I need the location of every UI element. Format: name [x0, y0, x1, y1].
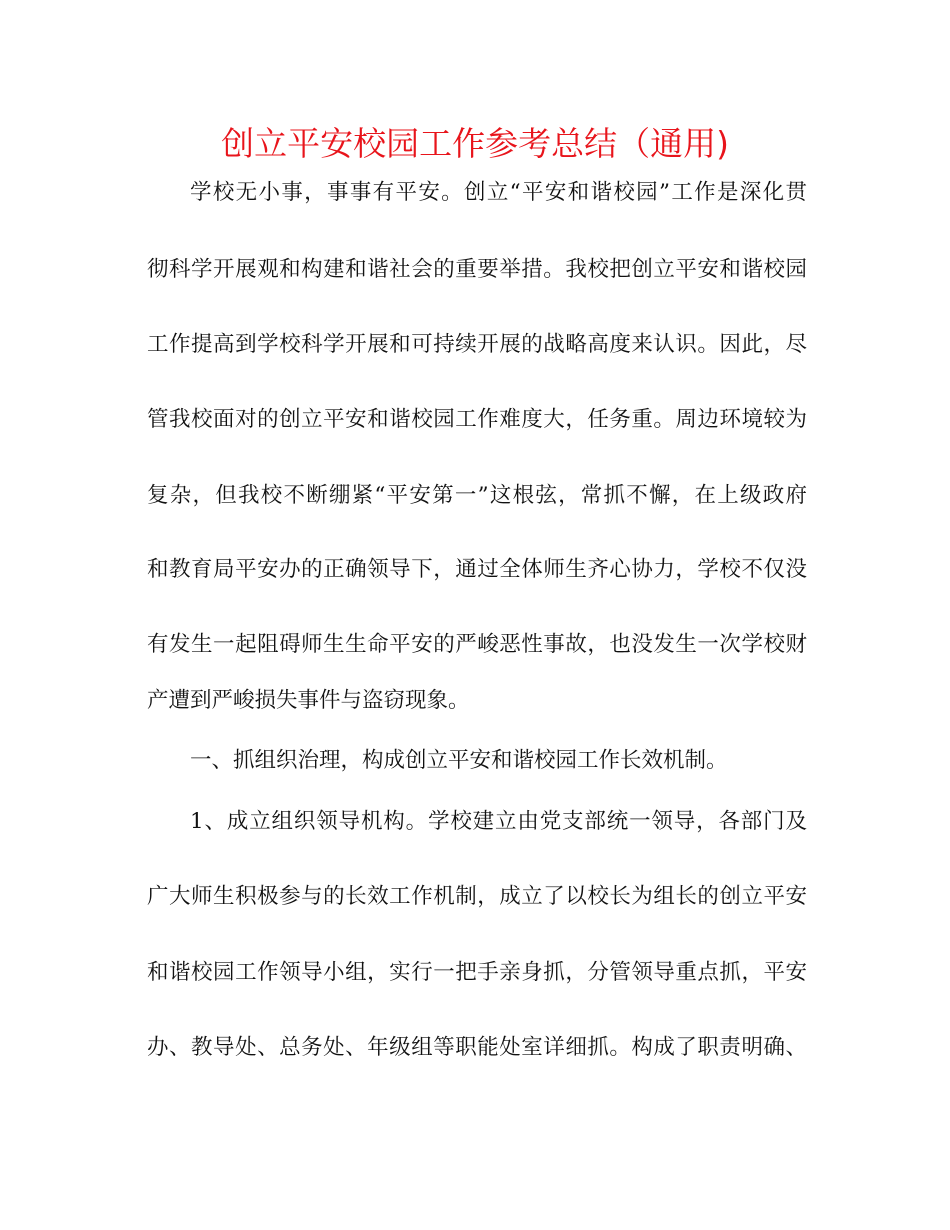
paragraph-line: 彻科学开展观和构建和谐社会的重要举措。我校把创立平安和谐校园 [147, 257, 807, 282]
document-title: 创立平安校园工作参考总结（通用) [221, 124, 729, 163]
paragraph-line: 1、成立组织领导机构。学校建立由党支部统一领导，各部门及 [190, 809, 807, 834]
paragraph-line: 办、教导处、总务处、年级组等职能处室详细抓。构成了职责明确、 [147, 1035, 807, 1060]
paragraph-line: 工作提高到学校科学开展和可持续开展的战略高度来认识。因此，尽 [147, 332, 807, 357]
paragraph-line: 有发生一起阻碍师生生命平安的严峻恶性事故，也没发生一次学校财 [147, 632, 807, 657]
paragraph-line: 和教育局平安办的正确领导下，通过全体师生齐心协力，学校不仅没 [147, 557, 807, 582]
section-heading: 一、抓组织治理，构成创立平安和谐校园工作长效机制。 [190, 748, 728, 773]
paragraph-line: 广大师生积极参与的长效工作机制，成立了以校长为组长的创立平安 [147, 884, 807, 909]
paragraph-line: 管我校面对的创立平安和谐校园工作难度大，任务重。周边环境较为 [147, 407, 807, 432]
paragraph-line: 复杂，但我校不断绷紧“平安第一”这根弦，常抓不懈，在上级政府 [147, 483, 807, 508]
paragraph-line: 学校无小事，事事有平安。创立“平安和谐校园”工作是深化贯 [190, 180, 807, 205]
paragraph-line: 产遭到严峻损失事件与盗窃现象。 [147, 688, 470, 713]
paragraph-line: 和谐校园工作领导小组，实行一把手亲身抓，分管领导重点抓，平安 [147, 960, 807, 985]
